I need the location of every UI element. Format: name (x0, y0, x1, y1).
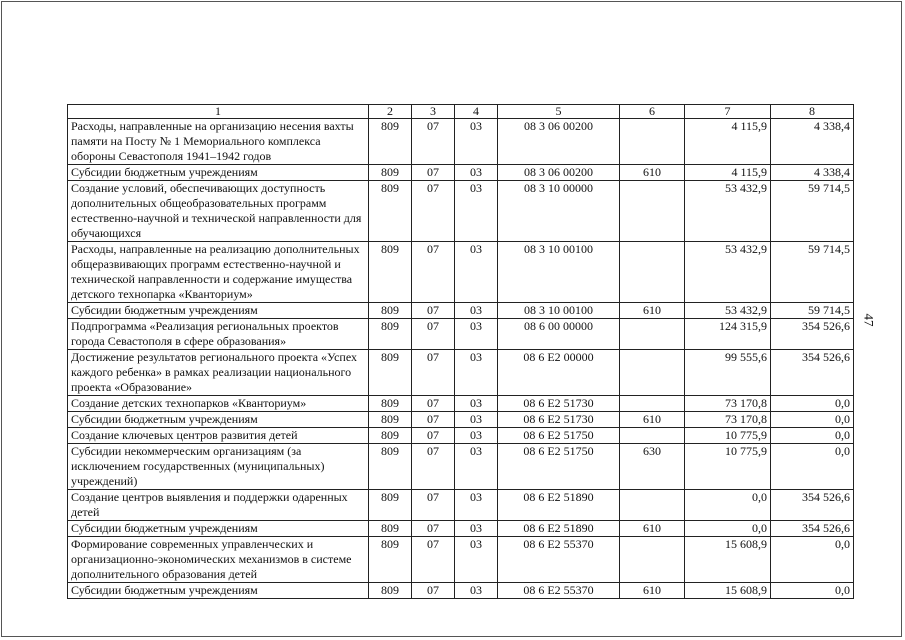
row-c6: 630 (620, 444, 685, 490)
row-c4: 03 (455, 583, 498, 599)
row-c3: 07 (412, 303, 455, 319)
row-c5: 08 6 E2 51730 (498, 396, 620, 412)
row-c3: 07 (412, 444, 455, 490)
row-c3: 07 (412, 428, 455, 444)
row-c7: 73 170,8 (685, 412, 771, 428)
header-cell: 6 (620, 105, 685, 119)
header-cell: 8 (771, 105, 854, 119)
row-c2: 809 (369, 119, 412, 165)
row-c8: 354 526,6 (771, 350, 854, 396)
table-row (68, 242, 854, 303)
row-c6 (620, 119, 685, 165)
row-c3: 07 (412, 350, 455, 396)
row-c8: 59 714,5 (771, 181, 854, 242)
row-c8: 4 338,4 (771, 119, 854, 165)
row-c8: 0,0 (771, 537, 854, 583)
row-c5: 08 3 06 00200 (498, 119, 620, 165)
row-c5: 08 6 E2 00000 (498, 350, 620, 396)
row-c4: 03 (455, 444, 498, 490)
row-c4: 03 (455, 350, 498, 396)
row-c5: 08 3 10 00100 (498, 303, 620, 319)
row-c8: 0,0 (771, 396, 854, 412)
row-c5: 08 3 10 00100 (498, 242, 620, 303)
row-name: Создание ключевых центров развития детей (68, 428, 369, 444)
table-row (68, 165, 854, 181)
header-cell: 7 (685, 105, 771, 119)
row-name: Расходы, направленные на организацию несения вахты памяти на Посту № 1 Мемориального комплекса обороны Севастополя 1941–1942 годов (68, 119, 369, 165)
row-c6 (620, 490, 685, 521)
row-c6 (620, 537, 685, 583)
budget-table (67, 104, 854, 599)
row-c6 (620, 350, 685, 396)
row-c7: 4 115,9 (685, 119, 771, 165)
row-c4: 03 (455, 490, 498, 521)
row-c2: 809 (369, 303, 412, 319)
row-c3: 07 (412, 119, 455, 165)
row-c3: 07 (412, 490, 455, 521)
row-name: Создание условий, обеспечивающих доступность дополнительных общеобразовательных программ естественно-научной и технической направленности для обучающихся (68, 181, 369, 242)
row-name: Субсидии бюджетным учреждениям (68, 521, 369, 537)
row-c5: 08 3 06 00200 (498, 165, 620, 181)
row-c4: 03 (455, 319, 498, 350)
row-c7: 53 432,9 (685, 303, 771, 319)
row-c8: 354 526,6 (771, 319, 854, 350)
row-c3: 07 (412, 583, 455, 599)
row-c4: 03 (455, 242, 498, 303)
table-row (68, 490, 854, 521)
row-c8: 0,0 (771, 428, 854, 444)
row-c2: 809 (369, 444, 412, 490)
header-cell: 2 (369, 105, 412, 119)
row-c2: 809 (369, 428, 412, 444)
row-c7: 15 608,9 (685, 583, 771, 599)
table-row (68, 303, 854, 319)
row-name: Субсидии бюджетным учреждениям (68, 583, 369, 599)
row-c7: 4 115,9 (685, 165, 771, 181)
row-c6 (620, 242, 685, 303)
row-c5: 08 6 E2 51890 (498, 521, 620, 537)
row-c4: 03 (455, 396, 498, 412)
row-c4: 03 (455, 303, 498, 319)
row-c6: 610 (620, 303, 685, 319)
row-name: Формирование современных управленческих и организационно-экономических механизмов в системе дополнительного образования детей (68, 537, 369, 583)
row-c7: 99 555,6 (685, 350, 771, 396)
row-c8: 4 338,4 (771, 165, 854, 181)
table-row (68, 319, 854, 350)
header-cell: 1 (68, 105, 369, 119)
row-c5: 08 6 E2 51730 (498, 412, 620, 428)
table-row (68, 396, 854, 412)
row-c2: 809 (369, 490, 412, 521)
row-c6: 610 (620, 412, 685, 428)
row-c7: 10 775,9 (685, 428, 771, 444)
table-row (68, 119, 854, 165)
row-name: Субсидии некоммерческим организациям (за исключением государственных (муниципальных) учреждений) (68, 444, 369, 490)
row-c2: 809 (369, 396, 412, 412)
row-c5: 08 6 E2 55370 (498, 583, 620, 599)
row-c2: 809 (369, 319, 412, 350)
row-c3: 07 (412, 521, 455, 537)
header-row (68, 105, 854, 119)
row-c5: 08 3 10 00000 (498, 181, 620, 242)
row-name: Достижение результатов регионального проекта «Успех каждого ребенка» в рамках реализации национального проекта «Образование» (68, 350, 369, 396)
row-name: Создание центров выявления и поддержки одаренных детей (68, 490, 369, 521)
row-c3: 07 (412, 396, 455, 412)
row-c6: 610 (620, 165, 685, 181)
row-c6 (620, 396, 685, 412)
row-c8: 59 714,5 (771, 242, 854, 303)
row-c6: 610 (620, 583, 685, 599)
table-row (68, 428, 854, 444)
row-c3: 07 (412, 412, 455, 428)
row-c4: 03 (455, 521, 498, 537)
row-name: Расходы, направленные на реализацию дополнительных общеразвивающих программ естественно-научной и технической направленности и содержание имущества детского технопарка «Кванториум» (68, 242, 369, 303)
header-cell: 4 (455, 105, 498, 119)
table-row (68, 444, 854, 490)
header-cell: 3 (412, 105, 455, 119)
row-c2: 809 (369, 165, 412, 181)
row-c3: 07 (412, 537, 455, 583)
row-c2: 809 (369, 350, 412, 396)
row-c6 (620, 428, 685, 444)
row-name: Субсидии бюджетным учреждениям (68, 303, 369, 319)
row-c8: 0,0 (771, 412, 854, 428)
row-c8: 0,0 (771, 583, 854, 599)
row-c2: 809 (369, 242, 412, 303)
table-row (68, 521, 854, 537)
row-c7: 53 432,9 (685, 242, 771, 303)
table-row (68, 583, 854, 599)
row-c2: 809 (369, 181, 412, 242)
row-c2: 809 (369, 521, 412, 537)
row-c6 (620, 319, 685, 350)
row-c4: 03 (455, 428, 498, 444)
row-c5: 08 6 E2 55370 (498, 537, 620, 583)
row-c4: 03 (455, 537, 498, 583)
header-cell: 5 (498, 105, 620, 119)
row-name: Подпрограмма «Реализация региональных проектов города Севастополя в сфере образования» (68, 319, 369, 350)
row-c2: 809 (369, 583, 412, 599)
row-c8: 354 526,6 (771, 521, 854, 537)
row-c4: 03 (455, 165, 498, 181)
row-c7: 15 608,9 (685, 537, 771, 583)
row-c2: 809 (369, 412, 412, 428)
row-c6 (620, 181, 685, 242)
row-c8: 59 714,5 (771, 303, 854, 319)
row-c7: 124 315,9 (685, 319, 771, 350)
row-c3: 07 (412, 242, 455, 303)
row-c4: 03 (455, 119, 498, 165)
row-c3: 07 (412, 319, 455, 350)
page-number: 47 (861, 313, 877, 327)
row-name: Субсидии бюджетным учреждениям (68, 165, 369, 181)
row-name: Субсидии бюджетным учреждениям (68, 412, 369, 428)
row-c8: 0,0 (771, 444, 854, 490)
table-row (68, 181, 854, 242)
row-c8: 354 526,6 (771, 490, 854, 521)
row-c2: 809 (369, 537, 412, 583)
row-c6: 610 (620, 521, 685, 537)
table-row (68, 412, 854, 428)
row-c4: 03 (455, 412, 498, 428)
row-c5: 08 6 00 00000 (498, 319, 620, 350)
row-c7: 73 170,8 (685, 396, 771, 412)
row-c7: 0,0 (685, 490, 771, 521)
row-c7: 10 775,9 (685, 444, 771, 490)
row-c5: 08 6 E2 51750 (498, 444, 620, 490)
row-c3: 07 (412, 165, 455, 181)
row-c5: 08 6 E2 51750 (498, 428, 620, 444)
table-row (68, 350, 854, 396)
row-c4: 03 (455, 181, 498, 242)
row-name: Создание детских технопарков «Кванториум» (68, 396, 369, 412)
row-c3: 07 (412, 181, 455, 242)
row-c7: 53 432,9 (685, 181, 771, 242)
row-c5: 08 6 E2 51890 (498, 490, 620, 521)
row-c7: 0,0 (685, 521, 771, 537)
table-row (68, 537, 854, 583)
